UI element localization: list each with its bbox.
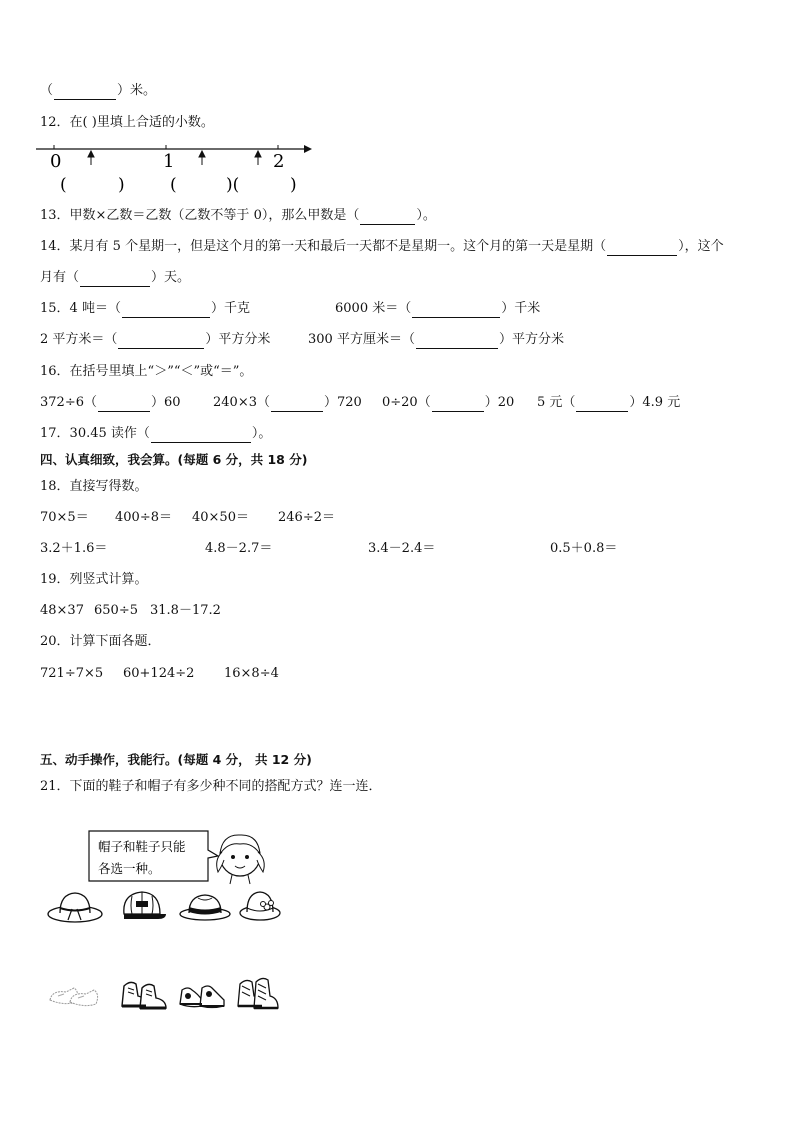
q15-b: 6000 米＝（ ）千米 (335, 301, 541, 316)
q16-title: 16．在括号里填上“＞”“＜”或“＝”。 (40, 364, 253, 379)
q16-item-4: 5 元（ ）4.9 元 (537, 395, 681, 410)
answer-blank[interactable] (360, 211, 415, 225)
q14-line1: 14．某月有 5 个星期一，但是这个月的第一天和最后一天都不是星期一。这个月的第一天是星期（ ），这个 (40, 239, 724, 254)
q15-c: 2 平方米＝（ ）平方分米 (40, 332, 271, 347)
answer-blank[interactable] (118, 335, 204, 349)
answer-blank[interactable] (122, 304, 210, 318)
q20-item-1: 721÷7×5 (40, 666, 104, 681)
baseball-cap-icon (118, 886, 170, 924)
q13: 13．甲数×乙数＝乙数（乙数不等于 0），那么甲数是（ ）。 (40, 208, 436, 223)
q18-r1-3: 40×50＝ (192, 510, 249, 525)
paren-2-open: ( (170, 175, 177, 195)
q15-a: 15．4 吨＝（ ）千克 (40, 301, 250, 316)
paren-3-close: ) (290, 175, 297, 195)
paren-1-close: ) (118, 175, 125, 195)
answer-blank[interactable] (607, 242, 677, 256)
paren-1-open: ( (60, 175, 67, 195)
q18-r2-4: 0.5＋0.8＝ (550, 541, 618, 556)
q15-d: 300 平方厘米＝（ ）平方分米 (308, 332, 564, 347)
q19-title: 19．列竖式计算。 (40, 572, 148, 587)
answer-blank[interactable] (54, 86, 116, 100)
sun-hat-icon (46, 888, 106, 926)
answer-blank[interactable] (271, 398, 323, 412)
q12-title: 12．在( )里填上合适的小数。 (40, 115, 214, 130)
fedora-hat-icon (178, 890, 232, 924)
bubble-line-1: 帽子和鞋子只能 (98, 839, 186, 854)
high-top-shoes-icon (234, 974, 282, 1012)
answer-blank[interactable] (412, 304, 500, 318)
answer-blank[interactable] (98, 398, 150, 412)
q16-item-2: 240×3（ ）720 (213, 395, 362, 410)
answer-blank[interactable] (151, 429, 251, 443)
q18-title: 18．直接写得数。 (40, 479, 148, 494)
tick-label-1: 1 (163, 151, 175, 172)
q16-item-1: 372÷6（ ）60 (40, 395, 181, 410)
q18-r1-1: 70×5＝ (40, 510, 89, 525)
q11-tail: （ ）米。 (40, 83, 157, 98)
q20-item-2: 60+124÷2 (123, 666, 195, 681)
q18-r1-2: 400÷8＝ (115, 510, 172, 525)
q18-r2-2: 4.8－2.7＝ (205, 541, 273, 556)
q19-item-3: 31.8－17.2 (150, 603, 221, 618)
answer-blank[interactable] (416, 335, 498, 349)
answer-blank[interactable] (432, 398, 484, 412)
q18-r1-4: 246÷2＝ (278, 510, 335, 525)
section-4-heading: 四、认真细致，我会算。(每题 6 分，共 18 分) (40, 452, 308, 467)
bonnet-hat-icon (238, 888, 282, 924)
paren-2-close-3-open: )( (226, 175, 240, 195)
q17: 17．30.45 读作（ ）。 (40, 426, 272, 441)
girl-icon (212, 826, 270, 888)
answer-blank[interactable] (576, 398, 628, 412)
q20-title: 20．计算下面各题． (40, 634, 161, 649)
q14-line2: 月有（ ）天。 (40, 270, 191, 285)
tick-label-0: 0 (50, 151, 62, 172)
sneakers-icon (176, 978, 228, 1010)
q21-title: 21．下面的鞋子和帽子有多少种不同的搭配方式？连一连． (40, 779, 382, 794)
q19-item-1: 48×37 (40, 603, 84, 618)
boots-icon (116, 976, 172, 1012)
tick-label-2: 2 (273, 151, 285, 172)
bubble-line-2: 各选一种。 (98, 861, 161, 876)
number-line (36, 138, 316, 196)
q19-item-2: 650÷5 (94, 603, 138, 618)
slipper-shoes-icon (46, 980, 104, 1010)
q18-r2-3: 3.4－2.4＝ (368, 541, 436, 556)
q16-item-3: 0÷20（ ）20 (382, 395, 515, 410)
answer-blank[interactable] (80, 273, 150, 287)
q20-item-3: 16×8÷4 (224, 666, 279, 681)
q18-r2-1: 3.2＋1.6＝ (40, 541, 108, 556)
section-5-heading: 五、动手操作，我能行。(每题 4 分， 共 12 分) (40, 752, 312, 767)
